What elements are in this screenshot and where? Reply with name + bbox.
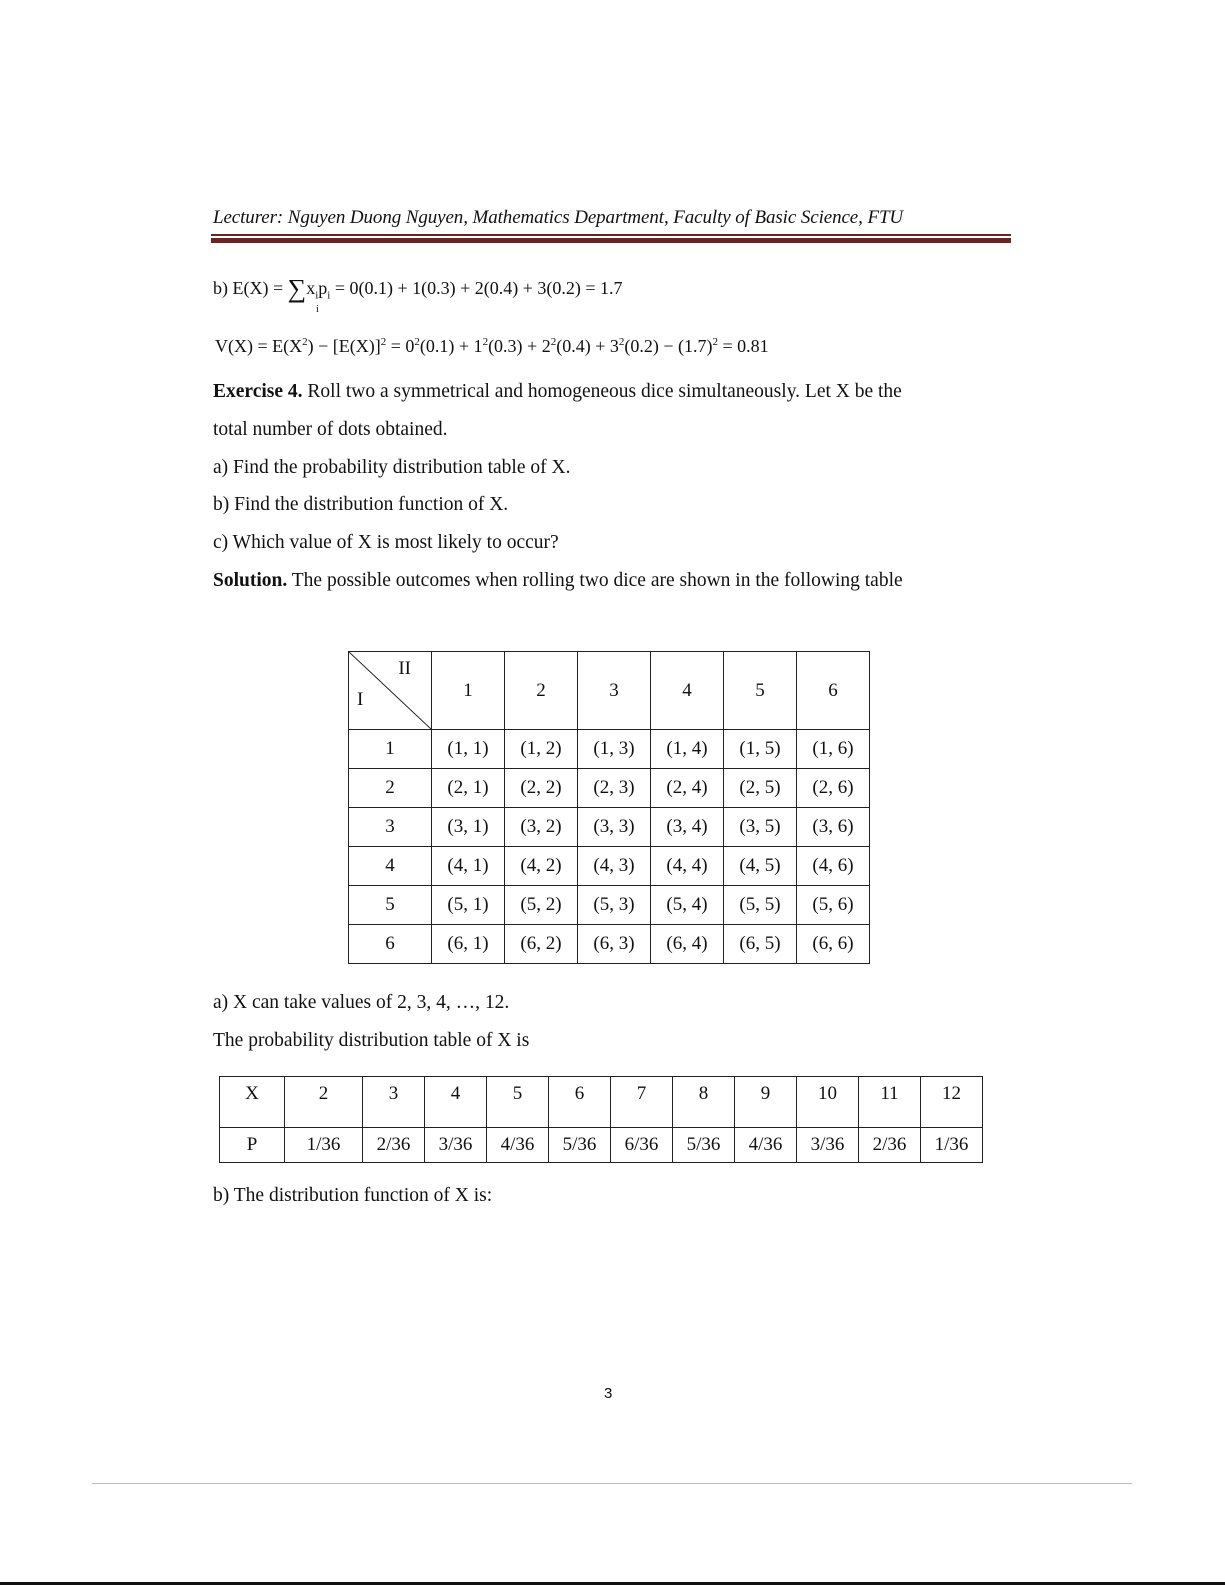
- page-header: Lecturer: Nguyen Duong Nguyen, Mathematics Department, Faculty of Basic Science, FTU: [213, 207, 904, 228]
- table-cell: (6, 6): [797, 925, 870, 964]
- table-cell: (1, 6): [797, 730, 870, 769]
- x-value: 11: [859, 1077, 921, 1128]
- table-cell: (6, 1): [432, 925, 505, 964]
- variance-term: (0.2) − (1.7): [624, 336, 713, 356]
- table-cell: (3, 5): [724, 808, 797, 847]
- table-cell: (3, 1): [432, 808, 505, 847]
- exercise-line-1: [213, 381, 902, 403]
- formula-prefix: b): [213, 278, 233, 298]
- p-value: 6/36: [611, 1128, 673, 1163]
- table-cell: (4, 5): [724, 847, 797, 886]
- x-value: 12: [921, 1077, 983, 1128]
- sup: 2: [482, 336, 489, 348]
- header-rule-thin: [211, 234, 1011, 236]
- col-header: 3: [578, 652, 651, 730]
- table-cell: (3, 4): [651, 808, 724, 847]
- solution-line: [213, 570, 903, 592]
- part-b-intro: b) The distribution function of X is:: [213, 1185, 493, 1206]
- col-header: 2: [505, 652, 578, 730]
- table-cell: (2, 5): [724, 769, 797, 808]
- table-cell: (5, 2): [505, 886, 578, 925]
- table-cell: (6, 3): [578, 925, 651, 964]
- table-cell: (5, 3): [578, 886, 651, 925]
- table-cell: (6, 4): [651, 925, 724, 964]
- p-value: 4/36: [735, 1128, 797, 1163]
- variance-lhs: V(X) = E(X: [215, 336, 303, 356]
- variance-mid: ) − [E(X)]: [307, 336, 381, 356]
- sum-symbol: ∑: [287, 274, 307, 303]
- table-cell: (3, 2): [505, 808, 578, 847]
- sup: 2: [414, 336, 420, 348]
- p-value: 3/36: [797, 1128, 859, 1163]
- table-row: [349, 730, 870, 769]
- variance-term: (0.1) + 1: [419, 336, 483, 356]
- exercise-text: Roll two a symmetrical and homogeneous dice simultaneously. Let X be the: [302, 381, 902, 402]
- table-cell: (4, 3): [578, 847, 651, 886]
- table-cell: (5, 6): [797, 886, 870, 925]
- table-header-row: [349, 652, 870, 730]
- term-p: p: [318, 278, 328, 298]
- table-cell: (1, 1): [432, 730, 505, 769]
- probability-distribution-table: [219, 1076, 983, 1163]
- term-x-sub: i: [315, 289, 319, 302]
- table-cell: (2, 4): [651, 769, 724, 808]
- question-a: a) Find the probability distribution table of X.: [213, 457, 571, 478]
- table-cell: (6, 5): [724, 925, 797, 964]
- p-label: P: [220, 1128, 285, 1163]
- row-header: 1: [349, 730, 432, 769]
- page-number: 3: [604, 1385, 613, 1402]
- x-row: [220, 1077, 983, 1128]
- x-value: 5: [487, 1077, 549, 1128]
- corner-col-label: II: [398, 658, 411, 679]
- table-row: [349, 925, 870, 964]
- header-rule-thick: [211, 238, 1011, 243]
- row-header: 2: [349, 769, 432, 808]
- row-header: 3: [349, 808, 432, 847]
- table-row: [349, 886, 870, 925]
- row-header: 6: [349, 925, 432, 964]
- solution-intro: The possible outcomes when rolling two dice are shown in the following table: [287, 570, 903, 591]
- table-cell: (1, 2): [505, 730, 578, 769]
- variance-formula: [215, 336, 769, 357]
- expectation-formula: [213, 271, 623, 302]
- variance-term: (0.4) + 3: [556, 336, 619, 356]
- sup: 2: [618, 336, 625, 348]
- solution-title: Solution.: [213, 570, 288, 591]
- row-header: 5: [349, 886, 432, 925]
- p-row: [220, 1128, 983, 1163]
- corner-cell: [349, 652, 432, 730]
- formula-rhs: = 0(0.1) + 1(0.3) + 2(0.4) + 3(0.2) = 1.7: [330, 278, 623, 298]
- p-value: 3/36: [425, 1128, 487, 1163]
- p-value: 1/36: [921, 1128, 983, 1163]
- table-cell: (1, 5): [724, 730, 797, 769]
- sup: 2: [712, 336, 718, 348]
- table-row: [349, 808, 870, 847]
- p-value: 5/36: [673, 1128, 735, 1163]
- table-cell: (4, 1): [432, 847, 505, 886]
- table-cell: (2, 1): [432, 769, 505, 808]
- dice-outcomes-table: [348, 651, 870, 964]
- table-cell: (1, 4): [651, 730, 724, 769]
- x-value: 6: [549, 1077, 611, 1128]
- variance-result: = 0.81: [717, 336, 769, 356]
- x-value: 9: [735, 1077, 797, 1128]
- table-cell: (4, 2): [505, 847, 578, 886]
- col-header: 6: [797, 652, 870, 730]
- table-cell: (1, 3): [578, 730, 651, 769]
- table-row: [349, 847, 870, 886]
- part-a-intro: The probability distribution table of X is: [213, 1030, 530, 1051]
- x-label: X: [220, 1077, 285, 1128]
- table-cell: (2, 3): [578, 769, 651, 808]
- p-value: 2/36: [859, 1128, 921, 1163]
- term-x: x: [306, 278, 316, 298]
- p-value: 4/36: [487, 1128, 549, 1163]
- sup: 2: [550, 336, 557, 348]
- corner-row-label: I: [357, 689, 364, 710]
- question-c: c) Which value of X is most likely to occur?: [213, 532, 559, 553]
- table-cell: (5, 1): [432, 886, 505, 925]
- table-cell: (5, 4): [651, 886, 724, 925]
- question-b: b) Find the distribution function of X.: [213, 494, 509, 515]
- col-header: 4: [651, 652, 724, 730]
- table-row: [349, 769, 870, 808]
- term-p-sub: i: [327, 289, 331, 302]
- p-value: 5/36: [549, 1128, 611, 1163]
- x-value: 4: [425, 1077, 487, 1128]
- row-header: 4: [349, 847, 432, 886]
- footer-divider: [92, 1483, 1132, 1484]
- col-header: 1: [432, 652, 505, 730]
- table-cell: (2, 2): [505, 769, 578, 808]
- part-a-values: a) X can take values of 2, 3, 4, …, 12.: [213, 992, 510, 1013]
- exercise-line-2: total number of dots obtained.: [213, 419, 448, 440]
- exercise-title: Exercise 4.: [213, 381, 303, 402]
- p-value: 2/36: [363, 1128, 425, 1163]
- col-header: 5: [724, 652, 797, 730]
- table-cell: (4, 6): [797, 847, 870, 886]
- table-cell: (2, 6): [797, 769, 870, 808]
- formula-lhs: E(X) =: [232, 278, 288, 298]
- variance-term: (0.3) + 2: [488, 336, 551, 356]
- x-value: 10: [797, 1077, 859, 1128]
- variance-term: = 0: [386, 336, 415, 356]
- table-cell: (3, 6): [797, 808, 870, 847]
- sup: 2: [380, 336, 387, 348]
- table-cell: (5, 5): [724, 886, 797, 925]
- table-cell: (3, 3): [578, 808, 651, 847]
- x-value: 2: [285, 1077, 363, 1128]
- table-cell: (4, 4): [651, 847, 724, 886]
- sum-index: i: [316, 304, 319, 315]
- table-cell: (6, 2): [505, 925, 578, 964]
- p-value: 1/36: [285, 1128, 363, 1163]
- x-value: 7: [611, 1077, 673, 1128]
- x-value: 3: [363, 1077, 425, 1128]
- x-value: 8: [673, 1077, 735, 1128]
- sup: 2: [302, 336, 308, 348]
